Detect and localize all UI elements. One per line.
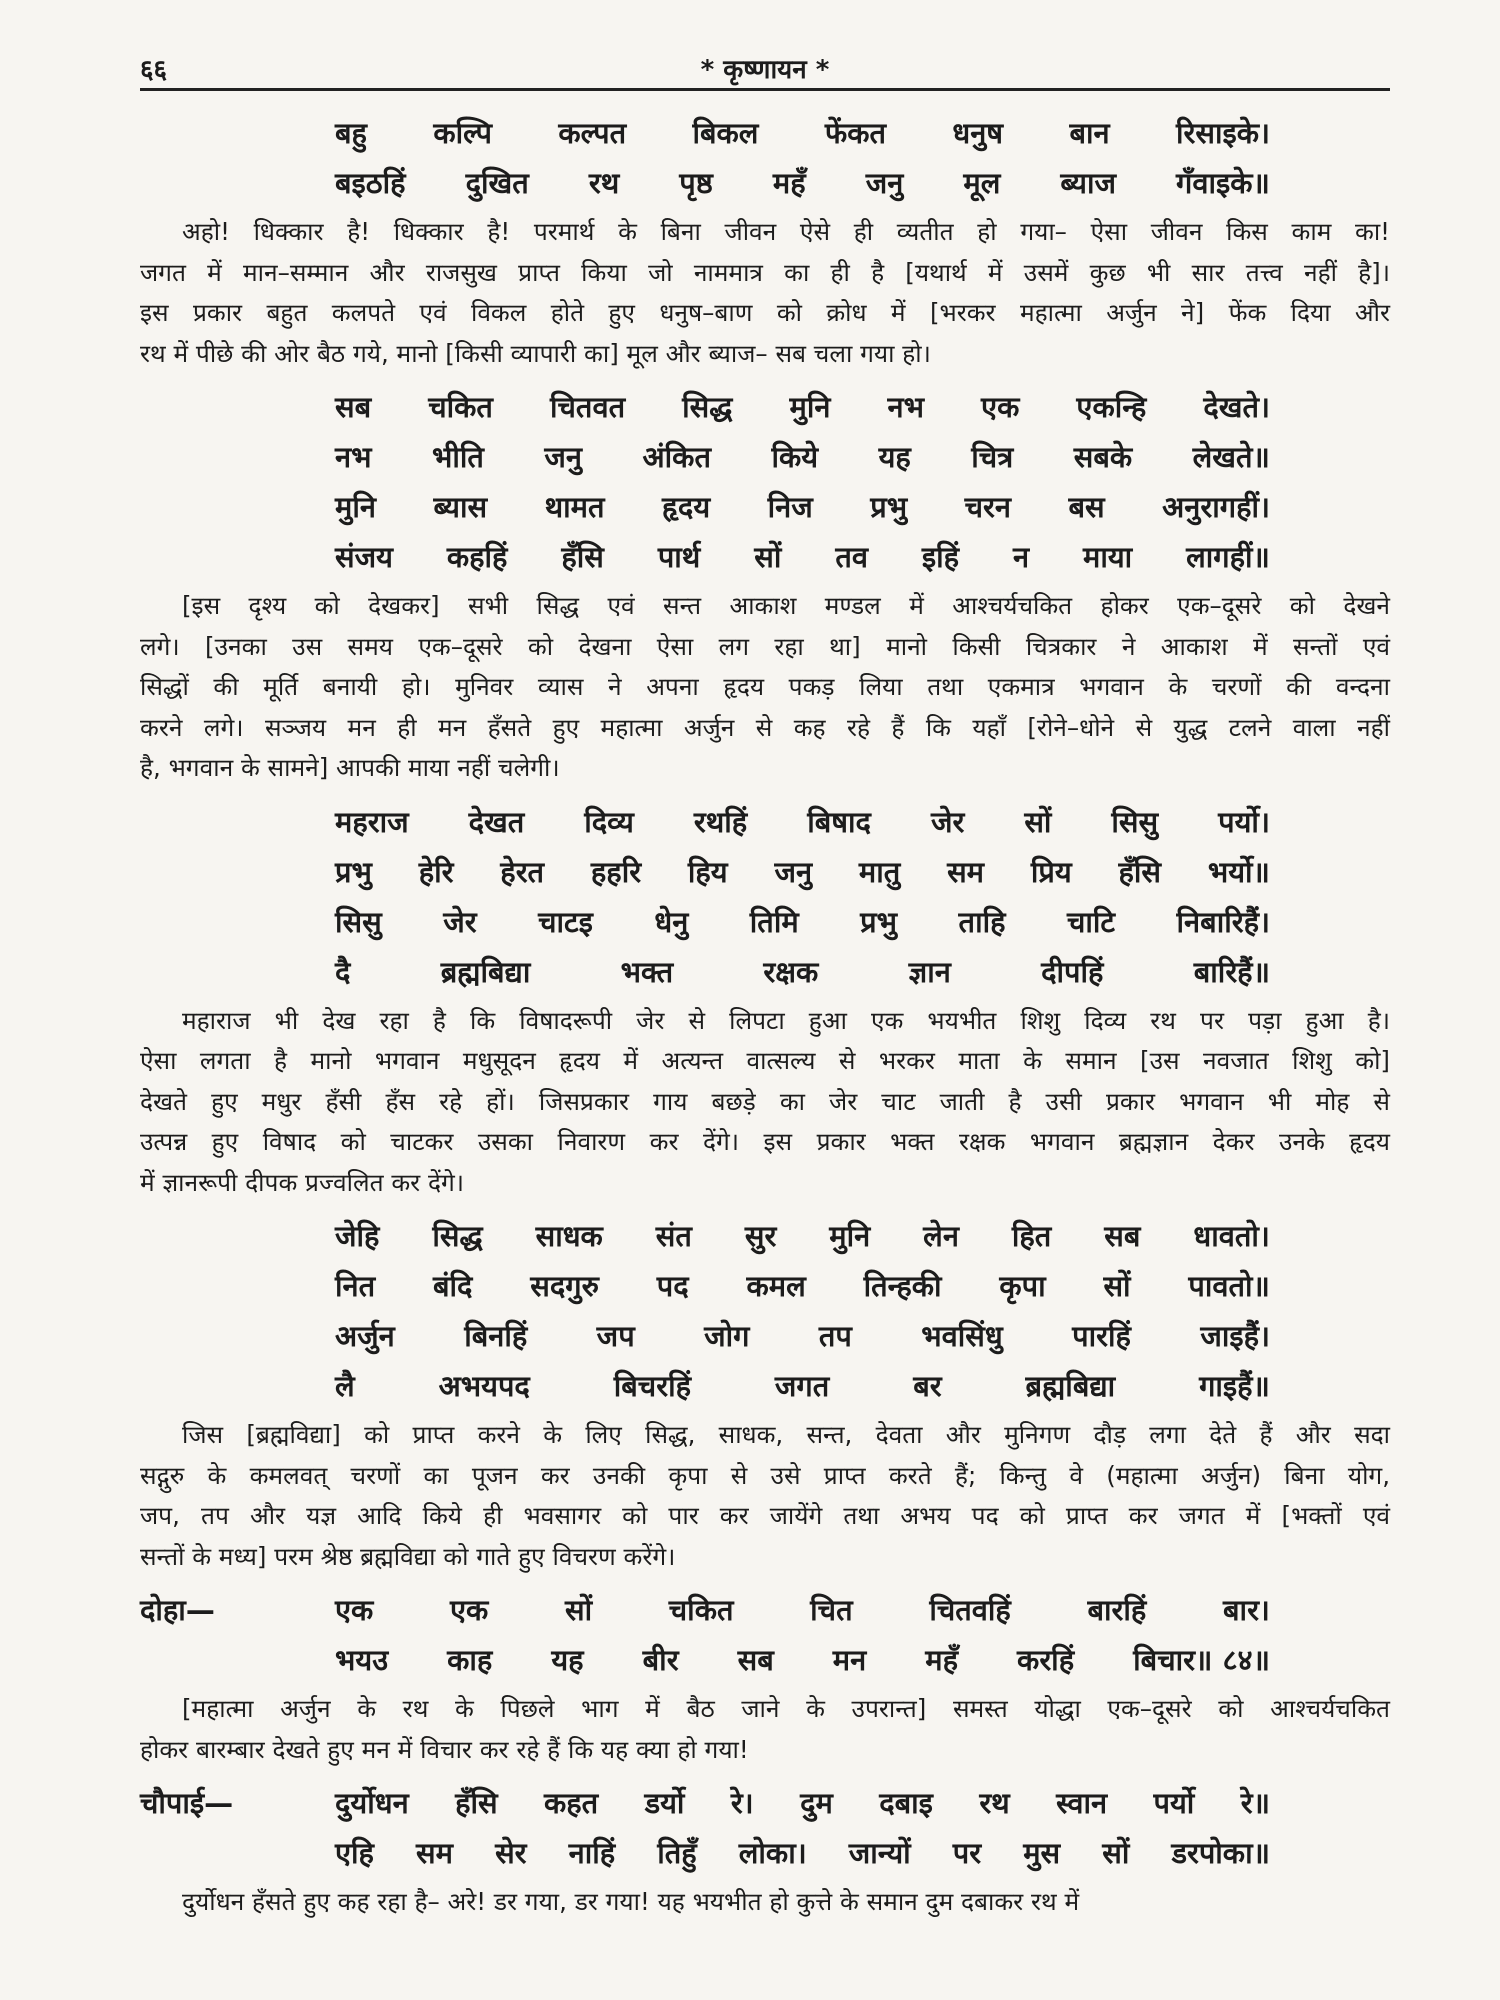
verse-word: रथ [588,166,620,200]
verse-word: महँ [925,1643,959,1677]
verse-word: सम [416,1836,453,1870]
verse-line [335,947,1270,997]
verse-word: गँवाइके॥ [1176,166,1270,200]
labeled-verse [140,1585,1390,1685]
verse-word: लोका। [738,1836,807,1870]
verse-word: काह [447,1643,493,1677]
verse-word: ताहि [958,904,1006,939]
verse-word: एक [981,390,1020,424]
verse-word: बार। [1223,1593,1270,1627]
page-content [140,108,1390,1931]
verse-word: हिय [687,854,728,889]
verse-word: संजय [335,540,393,574]
verse-word: बिकल [692,116,759,150]
verse-word: लेखते॥ [1192,440,1270,474]
verse-word: लागहीं॥ [1186,540,1270,574]
labeled-verse [140,1778,1390,1878]
verse-word: हेरि [418,854,454,889]
verse-word: धावतो। [1193,1219,1270,1253]
verse-word: चाटि [1066,904,1116,939]
verse-block [140,382,1390,582]
verse-word: जेर [443,904,477,939]
verse-word: चितवहिं [929,1593,1011,1627]
verse-word: चितवत [550,390,626,424]
verse-word: चकित [668,1593,734,1627]
verse-word: चित्र [971,440,1014,474]
verse-word: धेनु [654,904,689,939]
verse-word: बर [913,1369,942,1403]
verse-word: अर्जुन [335,1319,395,1353]
verse-word: इहिं [921,540,960,574]
verse-word: सों [564,1593,593,1627]
verse-word: महँ [772,166,806,200]
verse-word: सों [1102,1836,1130,1870]
verse-line [335,432,1270,482]
verse-word: चाटइ [538,904,593,939]
verse-word: जनु [865,166,904,200]
prose-paragraph [140,586,1390,789]
verse-word: बारहिं [1087,1593,1147,1627]
prose-paragraph [140,1001,1390,1204]
verse-word: चकित [428,390,493,424]
verse-word: हित [1011,1219,1052,1253]
verse-word: एकन्हि [1076,390,1147,424]
verse-line [335,382,1270,432]
page-header [140,50,1390,90]
verse-word: साधक [535,1219,603,1253]
verse-word: मुनि [829,1219,871,1253]
verse-word: जाइहैं। [1200,1319,1270,1353]
verse-line [335,1828,1270,1878]
verse-word: भर्यो॥ [1207,854,1270,889]
verse-word: हँसि [455,1786,498,1820]
prose-line: इस प्रकार बहुत कलपते एवं विकल होते हुए धनुष–बाण को क्रोध में [भरकर महात्मा अर्जुन ने] फेंक दिया और [140,298,1390,327]
verse-word: पृष्ठ [679,166,713,200]
header-rule [140,88,1390,91]
verse-word: जनु [544,440,583,474]
verse-word: थामत [544,490,605,524]
verse-word: मुनि [335,490,376,524]
verse-word: कल्पत [558,116,627,150]
prose-line: दुर्योधन हँसते हुए कह रहा है– अरे! डर गया, डर गया! यह भयभीत हो कुत्ते के समान दुम दबाकर रथ में [182,1887,1080,1916]
prose-line: अहो! धिक्कार है! धिक्कार है! परमार्थ के बिना जीवन ऐसे ही व्यतीत हो गया– ऐसा जीवन किस काम का! [182,217,1390,246]
verse-line [335,897,1270,947]
verse-word: पर्यो [1153,1786,1195,1820]
verse-word: बिनहिं [464,1319,528,1353]
verse-word: प्रभु [870,490,908,524]
verse-word: फेंकत [824,116,887,150]
verse-word: कहत [543,1786,599,1820]
prose-line: [महात्मा अर्जुन के रथ के पिछले भाग में बैठ जाने के उपरान्त] समस्त योद्धा एक–दूसरे को आश्चर्यचकित [182,1694,1390,1723]
verse-line [335,532,1270,582]
verse-word: करहिं [1017,1643,1075,1677]
verse [335,1211,1270,1411]
verse-word: निज [767,490,813,524]
verse-block [140,797,1390,997]
verse-word: किये [771,440,819,474]
verse-word: रथहिं [693,804,748,839]
prose-paragraph [140,1689,1390,1770]
verse-word: पर [952,1836,982,1870]
verse-word: भक्त [620,954,674,989]
verse [335,797,1270,997]
verse-word: मुस [1023,1836,1061,1870]
prose-line: है, भगवान के सामने] आपकी माया नहीं चलेगी। [140,753,560,782]
verse-word: बीर [642,1643,679,1677]
verse-word: देखत [468,804,525,839]
verse-word: एक [449,1593,489,1627]
verse-line [335,847,1270,897]
verse-label: चौपाई— [140,1786,234,1820]
verse-word: दुर्योधन [335,1786,409,1820]
prose-line: होकर बारम्बार देखते हुए मन में विचार कर रहे हैं कि यह क्या हो गया! [140,1734,749,1764]
verse-word: रे। [730,1786,754,1820]
prose-line: सन्तों के मध्य] परम श्रेष्ठ ब्रह्मविद्या को गाते हुए विचरण करेंगे। [140,1541,676,1571]
verse-word: स्वान [1056,1786,1108,1820]
verse [335,382,1270,582]
verse [335,108,1270,208]
verse-word: सुर [744,1219,777,1253]
verse-word: सब [1104,1219,1141,1253]
verse-word: बस [1068,490,1105,524]
prose-line: सद्गुरु के कमलवत् चरणों का पूजन कर उनकी कृपा से उसे प्राप्त करते हैं; किन्तु वे (महात्मा अर्जुन) बिना योग, [140,1460,1390,1490]
verse-word: ज्ञान [908,954,951,989]
prose-line: उत्पन्न हुए विषाद को चाटकर उसका निवारण कर देंगे। इस प्रकार भक्त रक्षक भगवान ब्रह्मज्ञान देकर उनके हृदय [140,1127,1390,1156]
verse-word: ब्रह्मबिद्या [440,954,531,989]
verse-line [335,158,1270,208]
verse-word: सदगुरु [530,1269,599,1303]
verse-word: ब्रह्मबिद्या [1025,1369,1116,1403]
verse-word: बंदि [432,1269,473,1303]
verse-word: डर्यो [644,1786,685,1820]
verse-line [335,1211,1270,1261]
verse-word: पारहिं [1072,1319,1131,1353]
verse-word: मुनि [789,390,831,424]
verse-word: प्रभु [860,904,898,939]
verse-word: दबाइ [879,1786,933,1820]
verse-word: नित [335,1269,376,1303]
verse-word: एहि [335,1836,374,1870]
verse-line [335,1635,1270,1685]
verse-word: अंकित [642,440,711,474]
verse-word: भवसिंधु [921,1319,1003,1353]
verse-word: प्रिय [1030,854,1072,889]
verse-word: रक्षक [763,954,819,989]
prose-line: [इस दृश्य को देखकर] सभी सिद्ध एवं सन्त आकाश मण्डल में आश्चर्यचकित होकर एक–दूसरे को देखने [182,591,1390,620]
verse-word: सिसु [1111,804,1159,839]
verse-word: कहहिं [446,540,508,574]
prose-line: लगे। [उनका उस समय एक–दूसरे को देखना ऐसा लग रहा था] मानो किसी चित्रकार ने आकाश में सन्तों एवं [140,631,1390,661]
verse-word: जगत [774,1369,830,1403]
verse-word: कल्पि [433,116,493,150]
verse-word: बइठहिं [335,166,406,200]
prose-line: जगत में मान–सम्मान और राजसुख प्राप्त किया जो नाममात्र का ही है [यथार्थ में उसमें कुछ भी सार तत्त्व नहीं है]। [140,257,1390,287]
verse-word: सिद्ध [432,1219,483,1253]
verse-word: तप [818,1319,852,1353]
prose-line: जप, तप और यज्ञ आदि किये ही भवसागर को पार कर जायेंगे तथा अभय पद को प्राप्त कर जगत में [भक्तों एवं [140,1501,1390,1530]
verse-word: डरपोका॥ [1171,1836,1270,1870]
verse-word: चित [810,1593,853,1627]
verse-word: हृदय [661,490,711,524]
prose-paragraph [140,1415,1390,1577]
verse-line [335,1361,1270,1411]
verse-word: पर्यो। [1218,804,1270,839]
verse-word: दुम [800,1786,833,1820]
verse-word: जान्यों [848,1836,911,1870]
verse-word: सिद्ध [682,390,733,424]
verse-block [140,108,1390,208]
verse-word: ब्याज [1060,166,1116,200]
verse-word: जेहि [335,1219,380,1253]
verse-line [335,108,1270,158]
prose-line: महाराज भी देख रहा है कि विषादरूपी जेर से लिपटा हुआ एक भयभीत शिशु दिव्य रथ पर पड़ा हुआ है। [182,1005,1390,1035]
verse-word: दै [335,954,351,989]
verse-word: सों [1024,804,1052,839]
verse-word: भीति [431,440,484,474]
verse-word: सम [947,854,985,889]
verse-label: दोहा— [140,1593,215,1627]
verse-word: रथ [979,1786,1010,1820]
verse-word: दिव्य [584,804,634,839]
prose-line: जिस [ब्रह्मविद्या] को प्राप्त करने के लिए सिद्ध, साधक, सन्त, देवता और मुनिगण दौड़ लगा देते हैं और सदा [182,1420,1390,1449]
verse-word: दीपहिं [1041,954,1104,989]
verse-word: संत [655,1219,692,1253]
prose-line: सिद्धों की मूर्ति बनायी हो। मुनिवर व्यास ने अपना हृदय पकड़ लिया तथा एकमात्र भगवान के चरणों की वन्दना [140,672,1390,701]
verse-word: पार्थ [657,540,701,574]
verse-word: गाइहैं॥ [1199,1369,1270,1403]
verse-word: हेरत [500,854,545,889]
verse-word: रे॥ [1240,1786,1270,1820]
verse-word: सिसु [335,904,382,939]
verse-word: हँसि [561,540,604,574]
verse-word: जनु [774,854,813,889]
verse-word: निबारिहैं। [1176,904,1270,939]
verse-line [335,482,1270,532]
prose-line: में ज्ञानरूपी दीपक प्रज्वलित कर देंगे। [140,1167,465,1197]
verse-word: पद [656,1269,689,1303]
prose-line: ऐसा लगता है मानो भगवान मधुसूदन हृदय में अत्यन्त वात्सल्य से भरकर माता के समान [उस नवजात शिशु को] [140,1046,1390,1075]
verse-word: पावतो॥ [1188,1269,1270,1303]
verse-word: तिमि [749,904,799,939]
verse-word: हहरि [590,854,642,889]
verse [335,1585,1270,1685]
verse-word: बिषाद [807,804,871,839]
verse-word: तिहुँ [657,1836,697,1870]
verse-word: देखते। [1203,390,1270,424]
verse-word: अनुरागहीं। [1162,490,1270,524]
verse-word: सबके [1073,440,1133,474]
verse-word: रिसाइके। [1175,116,1270,150]
verse-line [335,1261,1270,1311]
verse-word: एक [335,1593,374,1627]
verse-word: सब [335,390,372,424]
verse-word: कृपा [999,1269,1046,1303]
verse-word: लै [335,1369,355,1403]
prose-line: करने लगे। सञ्जय मन ही मन हँसते हुए महात्मा अर्जुन से कह रहे हैं कि यहाँ [रोने–धोने से युद्ध टलने वाला नहीं [140,712,1390,742]
page-number: ६६ [140,55,168,85]
running-title: * कृष्णायन * [700,55,830,85]
verse-word: सेर [495,1836,527,1870]
verse-word: बान [1069,116,1110,150]
prose-paragraph [140,1882,1390,1923]
verse-block [140,1211,1390,1411]
prose-line: देखते हुए मधुर हँसी हँस रहे हों। जिसप्रकार गाय बछड़े का जेर चाट जाती है उसी प्रकार भगवान भी मोह से [140,1086,1390,1116]
verse-word: जप [596,1319,635,1353]
verse-word: बहु [335,116,367,150]
verse-word: जोग [704,1319,750,1353]
verse-word: तिन्हकी [863,1269,942,1303]
verse-word: सों [754,540,782,574]
prose-line: रथ में पीछे की ओर बैठ गये, मानो [किसी व्यापारी का] मूल और ब्याज– सब चला गया हो। [140,338,931,368]
verse-word: प्रभु [335,854,372,889]
verse-word: मन [832,1643,867,1677]
verse-word: दुखित [465,166,529,200]
prose-paragraph [140,212,1390,374]
verse-word: मातु [858,854,901,889]
verse-word: कमल [746,1269,806,1303]
verse-word: बिचार॥ ८४॥ [1133,1643,1270,1677]
verse-word: धनुष [952,116,1004,150]
verse-word: अभयपद [438,1369,530,1403]
verse-word: भयउ [335,1643,389,1677]
verse-word: बारिहैं॥ [1193,954,1270,989]
verse-word: तव [835,540,868,574]
verse-line [335,1311,1270,1361]
verse-word: नभ [335,440,372,474]
verse-word: सों [1103,1269,1131,1303]
verse-line [335,1778,1270,1828]
verse-word: माया [1083,540,1133,574]
verse [335,1778,1270,1878]
verse-word: न [1012,540,1030,574]
verse-word: लेन [923,1219,959,1253]
verse-word: बिचरहिं [613,1369,691,1403]
verse-word: यह [551,1643,584,1677]
verse-word: चरन [964,490,1011,524]
verse-line [335,797,1270,847]
verse-word: सब [737,1643,774,1677]
verse-line [335,1585,1270,1635]
verse-word: हँसि [1118,854,1162,889]
verse-word: ब्यास [433,490,488,524]
verse-word: मूल [963,166,1001,200]
verse-word: यह [878,440,911,474]
verse-word: नाहिं [568,1836,616,1870]
verse-word: नभ [887,390,924,424]
verse-word: महराज [335,804,409,839]
verse-word: जेर [930,804,965,839]
